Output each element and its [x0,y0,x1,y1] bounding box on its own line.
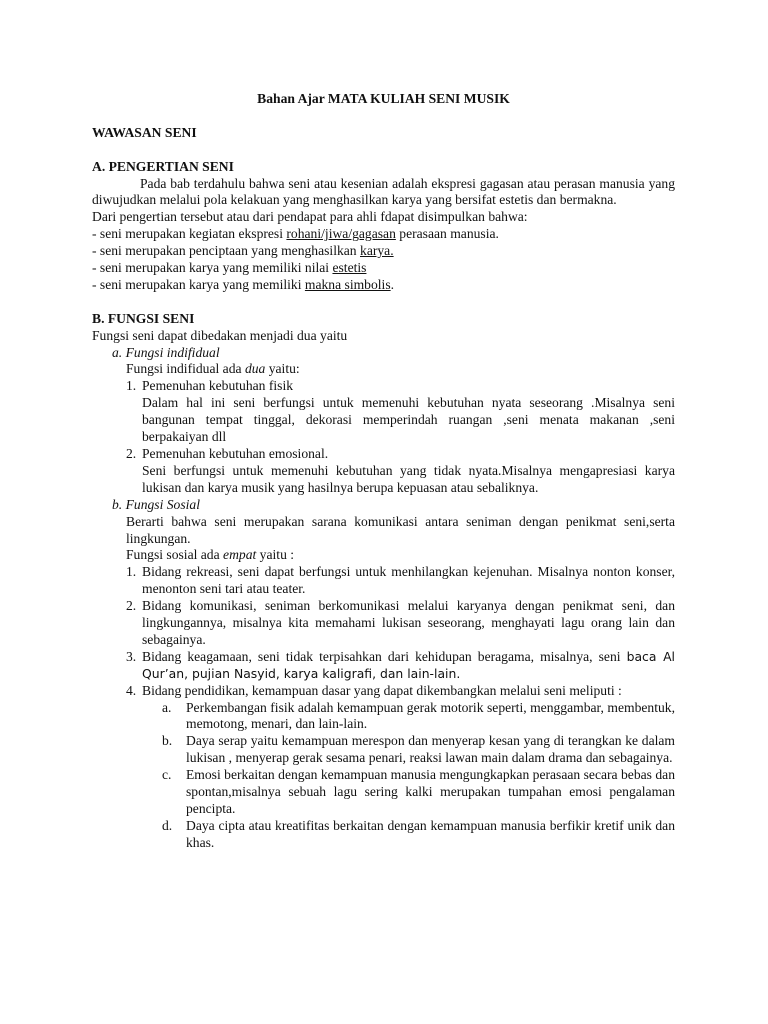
item-body: Seni berfungsi untuk memenuhi kebutuhan yang tidak nyata.Misalnya mengapresiasi karya lukisan dan karya musik yang hasilnya berupa kepuasan atau sebaliknya. [142,462,675,495]
item-number: 2. [126,598,137,614]
bullet-item [92,277,675,294]
bullet-text: - seni merupakan penciptaan yang menghasilkan [92,243,361,259]
spacer [92,142,675,159]
bullet-item [92,260,675,277]
heading-pengertian-seni: A. PENGERTIAN SENI [92,158,234,174]
individual-item [92,378,675,395]
item-text: Bidang pendidikan, kemampuan dasar yang dapat dikembangkan melalui seni meliputi : [142,682,622,698]
social-item [92,598,675,649]
education-item [92,767,675,818]
subheading-fungsi-sosial: b. Fungsi Sosial [112,496,200,512]
social-item [92,564,675,598]
item-text: Bidang rekreasi, seni dapat berfungsi untuk menhilangkan kejenuhan. Misalnya nonton konser, menonton seni tari atau teater. [142,564,675,597]
document-body [92,91,675,852]
education-item [92,733,675,767]
social-item [92,649,675,683]
item-text: Daya cipta atau kreatifitas berkaitan dengan kemampuan manusia berfikir kretif unik dan khas. [186,817,675,850]
education-item [92,818,675,852]
item-text: Daya serap yaitu kemampuan merespon dan menyerap kesan yang di terangkan ke dalam lukisan , menyerap gerak sesama penari, reaksi lawan main dalam drama dan sebagainya. [186,733,675,766]
lead-text: Fungsi sosial ada [126,547,224,563]
spacer [92,108,675,125]
underlined-term: karya. [360,243,394,259]
individual-item [92,446,675,463]
item-body: Dalam hal ini seni berfungsi untuk memenuhi kebutuhan nyata seseorang .Misalnya seni bangunan tempat tinggal, dekorasi memperindah ruangan ,seni menata makanan ,seni berpakaiyan dll [142,395,675,445]
item-letter: d. [162,817,173,833]
social-item [92,683,675,700]
lead-text: yaitu : [256,547,295,563]
item-number: 1. [126,564,137,580]
education-item [92,700,675,734]
bullet-item [92,243,675,260]
document-title: Bahan Ajar MATA KULIAH SENI MUSIK [257,91,510,106]
paragraph-conclusion: Dari pengertian tersebut atau dari pendapat para ahli fdapat disimpulkan bahwa: [92,209,528,225]
emphasis-text: dua [244,361,266,377]
item-number: 3. [126,648,137,664]
social-description: Berarti bahwa seni merupakan sarana komunikasi antara seniman dengan penikmat seni,serta lingkungan. [126,513,675,546]
underlined-term: makna simbolis [304,276,391,292]
underlined-term: rohani/jiwa/gagasan [286,226,396,242]
paragraph-definition: Pada bab terdahulu bahwa seni atau kesenian adalah ekspresi gagasan atau perasan manusia yang diwujudkan melalui pola kelakuan yang menghasilkan karya yang bersifat estetis dan bermakna. [92,175,675,208]
heading-fungsi-seni: B. FUNGSI SENI [92,310,195,326]
bullet-text: - seni merupakan kegiatan ekspresi [92,226,287,242]
item-number: 1. [126,378,137,394]
item-number: 2. [126,445,137,461]
emphasis-text: empat [223,547,257,563]
item-text-continued: baca Al Qur’an, pujian Nasyid, karya kaligrafi, dan lain-lain. [142,648,675,681]
item-text: Emosi berkaitan dengan kemampuan manusia mengungkapkan perasaan secara bebas dan spontan,misalnya sebuah lagu sering kalki merupakan tumpahan emosi pengalaman pencipta. [186,767,675,817]
subheading-fungsi-indifidual: a. Fungsi indifidual [112,344,220,360]
item-text: Bidang komunikasi, seniman berkomunikasi melalui karyanya dengan penikmat seni, dan lingkungannya, misalnya kita memahami lukisan seseorang, menghayati lagu orang lain dan sebagainya. [142,598,675,647]
item-letter: c. [162,767,172,783]
item-letter: a. [162,699,172,715]
lead-text: yaitu: [265,361,300,377]
item-title: Pemenuhan kebutuhan fisik [142,378,294,394]
section-title: WAWASAN SENI [92,124,197,140]
item-title: Pemenuhan kebutuhan emosional. [142,445,329,461]
lead-text: Fungsi indifidual ada [126,361,245,377]
bullet-text: . [390,276,395,292]
individual-lead [92,361,675,378]
item-number: 4. [126,682,137,698]
item-letter: b. [162,733,173,749]
spacer [92,294,675,311]
item-text: Perkembangan fisik adalah kemampuan gerak motorik seperti, menggambar, membentuk, memotong, menari, dan lain-lain. [186,699,675,732]
bullet-item [92,226,675,243]
social-lead [92,547,675,564]
underlined-term: estetis [332,260,367,276]
item-text-main: Bidang keagamaan, seni tidak terpisahkan dari kehidupan beragama, misalnya, seni [142,648,621,664]
bullet-text: perasaan manusia. [395,226,499,242]
item-text [142,649,675,683]
bullet-text: - seni merupakan karya yang memiliki nilai [92,260,333,276]
bullet-text: - seni merupakan karya yang memiliki [92,276,305,292]
paragraph-fungsi-intro: Fungsi seni dapat dibedakan menjadi dua yaitu [92,327,348,343]
